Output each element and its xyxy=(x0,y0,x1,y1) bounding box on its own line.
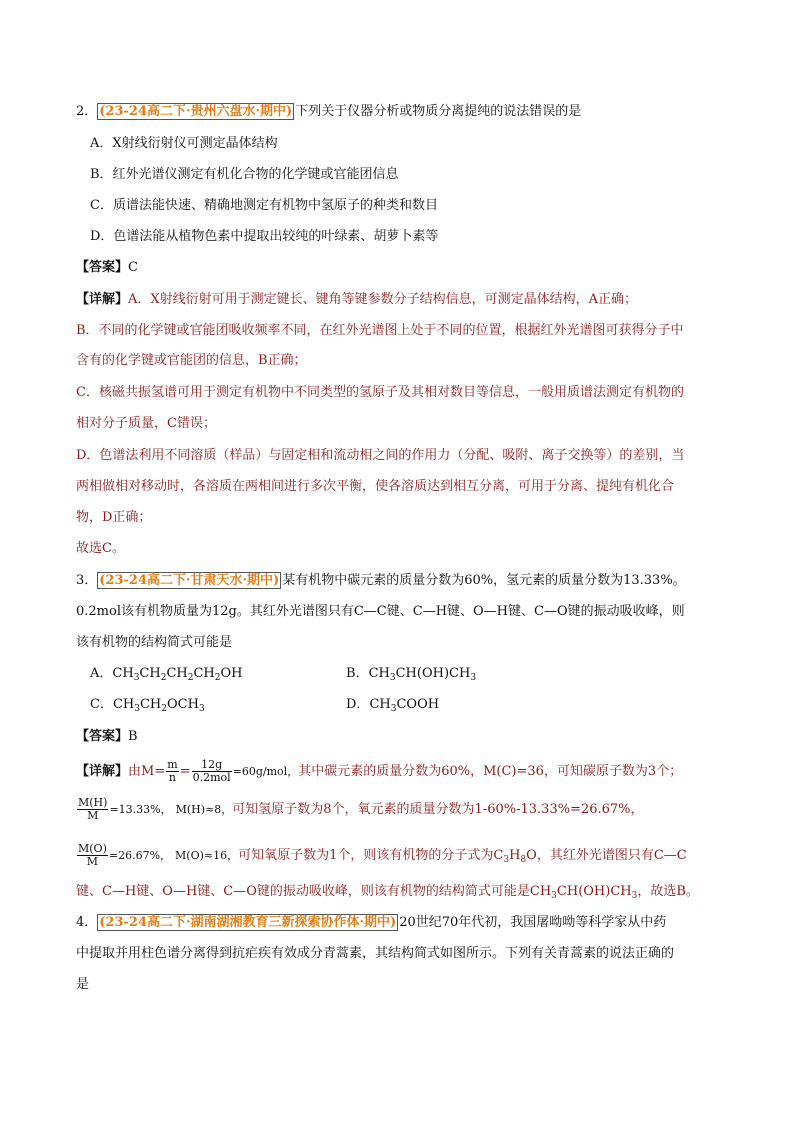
formula-part: CH xyxy=(112,697,135,712)
formula-sub: 2 xyxy=(160,673,167,683)
q2-source-tag: (23-24高二下·贵州六盘水·期中) xyxy=(99,104,293,119)
q4-source-tag: (23-24高二下·湖南湖湘教育三新探索协作体·期中) xyxy=(99,915,397,930)
q2-explain-label: 【详解】 xyxy=(76,292,129,307)
q2-option-c: C．质谱法能快速、精确地测定有机物中氢原子的种类和数目 xyxy=(90,198,438,213)
formula-part: OH xyxy=(220,666,243,681)
q3-stem-1: 某有机物中碳元素的质量分数为60%，氢元素的质量分数为13.33%。 xyxy=(282,573,686,588)
calc-text: ，故选B。 xyxy=(637,884,699,899)
q3-explain-line-4 xyxy=(76,884,699,900)
calc-text: 可知氢原子数为8个，氧元素的质量分数为1-60%-13.33%=26.67%， xyxy=(232,802,644,817)
q2-answer-label: 【答案】 xyxy=(76,260,129,275)
q3-option-c-letter: C． xyxy=(90,697,113,712)
formula-sub: 3 xyxy=(470,673,477,683)
calc-text: M(O)≈16， xyxy=(175,849,239,862)
q2-stem: 下列关于仪器分析或物质分离提纯的说法错误的是 xyxy=(295,104,582,119)
q2-option-d: D．色谱法能从植物色素中提取出较纯的叶绿素、胡萝卜素等 xyxy=(90,229,439,244)
formula-part: CH xyxy=(166,666,188,681)
formula-part: CH xyxy=(369,697,391,712)
q2-answer-line xyxy=(76,260,138,276)
formula-part: CH xyxy=(193,666,215,681)
q2-answer: C xyxy=(128,260,138,275)
q3-explain-line-2 xyxy=(76,796,644,824)
q3-answer-line xyxy=(76,729,138,745)
fraction-numerator: m xyxy=(167,758,178,771)
formula-part: CH(OH)CH xyxy=(395,666,471,681)
formula-sub: 2 xyxy=(187,673,194,683)
q3-answer: B xyxy=(128,729,138,744)
fraction-mass-over-moles xyxy=(192,759,232,784)
q3-number: 3． xyxy=(76,573,98,588)
fraction-numerator: M(H) xyxy=(78,796,108,809)
q3-stem-line-3: 该有机物的结构简式可能是 xyxy=(76,635,233,650)
fraction-mo-over-m xyxy=(77,843,108,868)
formula-sub: 2 xyxy=(214,673,221,683)
q3-answer-label: 【答案】 xyxy=(76,729,129,744)
q3-option-d xyxy=(346,697,439,713)
calc-text: H xyxy=(509,848,521,863)
fraction-denominator: n xyxy=(168,771,176,784)
q2-option-b: B．红外光谱仪测定有机化合物的化学键或官能团信息 xyxy=(90,167,399,182)
calc-text: =13.33%， xyxy=(109,803,172,816)
q3-option-d-letter: D． xyxy=(346,697,370,712)
formula-part: OCH xyxy=(167,697,199,712)
calc-text: 键、C—H键、O—H键、C—O键的振动吸收峰，则该有机物的结构简式可能是CH xyxy=(76,884,552,899)
q4-number: 4． xyxy=(76,915,98,930)
q2-number: 2． xyxy=(76,104,98,119)
formula-sub: 3 xyxy=(551,891,557,901)
q3-source-tag: (23-24高二下·甘肃天水·期中) xyxy=(99,573,280,588)
q3-option-a-letter: A． xyxy=(90,666,113,681)
fraction-m-over-n xyxy=(166,759,178,784)
q4-stem-line-1 xyxy=(76,915,666,931)
q3-option-b xyxy=(346,666,476,682)
q4-stem-line-3: 是 xyxy=(76,977,90,992)
formula-sub: 3 xyxy=(134,704,140,714)
formula-part: CH xyxy=(112,666,134,681)
formula-part: CH xyxy=(139,697,162,712)
formula-sub: 8 xyxy=(520,855,527,865)
formula-part: COOH xyxy=(396,697,440,712)
calc-text: M(H)≈8， xyxy=(175,803,233,816)
formula-part: CH xyxy=(139,666,161,681)
q3-explain-label: 【详解】 xyxy=(76,764,129,779)
q2-explain-line-2: B．不同的化学键或官能团吸收频率不同，在红外光谱图上处于不同的位置，根据红外光谱图可获得分子中 xyxy=(76,323,684,338)
calc-text: CH(OH)CH xyxy=(556,884,632,899)
formula-sub: 3 xyxy=(631,891,638,901)
formula-sub: 3 xyxy=(198,704,205,714)
formula-sub: 3 xyxy=(389,673,396,683)
q2-explain-line-8: 物，D正确； xyxy=(76,510,152,525)
q2-explain-line-6: D．色谱法利用不同溶质（样品）与固定相和流动相之间的作用力（分配、吸附、离子交换等）的差别，当 xyxy=(76,448,685,463)
q3-explain-line-3 xyxy=(76,842,687,870)
q3-stem-line-2: 0.2mol该有机物质量为12g。其红外光谱图只有C—C键、C—H键、O—H键、C—O键的振动吸收峰，则 xyxy=(76,604,685,619)
fraction-denominator: M xyxy=(87,809,99,822)
q2-explain-line-9: 故选C。 xyxy=(76,541,125,556)
fraction-numerator: 12g xyxy=(192,759,232,772)
q3-stem-line-1 xyxy=(76,573,686,589)
q2-option-a: A．X射线衍射仪可测定晶体结构 xyxy=(90,136,278,151)
calc-text: =60g/mol， xyxy=(232,765,299,778)
q4-stem-line-2: 中提取并用柱色谱分离得到抗疟疾有效成分青蒿素，其结构简式如图所示。下列有关青蒿素的说法正确的 xyxy=(76,946,675,961)
q2-explain-text: A．X射线衍射可用于测定键长、键角等键参数分子结构信息，可测定晶体结构，A正确； xyxy=(128,292,638,307)
fraction-numerator: M(O) xyxy=(78,842,107,855)
fraction-denominator: 0.2mol xyxy=(192,771,231,784)
q3-option-b-letter: B． xyxy=(346,666,369,681)
formula-sub: 3 xyxy=(390,704,397,714)
calc-text: = xyxy=(179,764,191,779)
q2-explain-line-4: C．核磁共振氢谱可用于测定有机物中不同类型的氢原子及其相对数目等信息，一般用质谱法测定有机物的 xyxy=(76,385,684,400)
q2-stem-line xyxy=(76,104,581,120)
calc-text: O，其红外光谱图只有C—C xyxy=(526,848,687,863)
formula-sub: 3 xyxy=(503,855,510,865)
q4-stem-1: 20世纪70年代初，我国屠呦呦等科学家从中药 xyxy=(399,915,667,930)
formula-part: CH xyxy=(368,666,390,681)
calc-text: =26.67%， xyxy=(108,849,172,862)
q2-explain-line-7: 两相做相对移动时，各溶质在两相间进行多次平衡，使各溶质达到相互分离，可用于分离、提纯有机化合 xyxy=(76,479,675,494)
q2-explain-line-1 xyxy=(76,292,637,308)
calc-text: 由M= xyxy=(128,764,166,779)
q2-explain-line-3: 含有的化学键或官能团的信息，B正确； xyxy=(76,353,307,368)
q3-option-c xyxy=(90,697,205,713)
calc-text: 可知氧原子数为1个，则该有机物的分子式为C xyxy=(238,848,504,863)
formula-sub: 2 xyxy=(161,704,168,714)
q3-option-a xyxy=(90,666,243,682)
fraction-denominator: M xyxy=(86,855,99,868)
fraction-mh-over-m xyxy=(77,797,108,822)
formula-sub: 3 xyxy=(133,673,140,683)
calc-text: 其中碳元素的质量分数为60%，M(C)=36，可知碳原子数为3个； xyxy=(298,764,683,779)
q2-explain-line-5: 相对分子质量，C错误； xyxy=(76,416,216,431)
q3-explain-line-1 xyxy=(76,758,682,786)
